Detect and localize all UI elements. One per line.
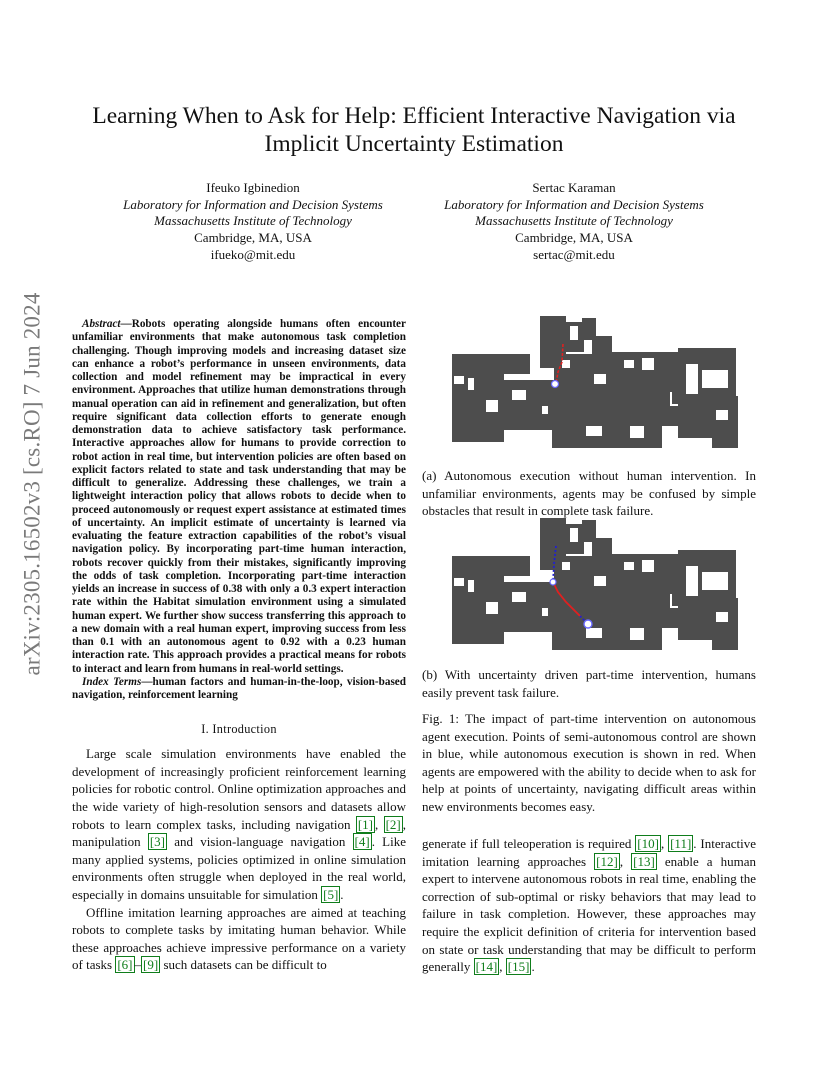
subcaption-a: (a) Autonomous execution without human intervention. In unfamiliar environments, agents may be confused by simple obstacles that result in complete task failure. [422, 468, 756, 518]
right-paragraph: generate if full teleoperation is required [10] , [11] . Interactive imitation learning approaches [12] , [13] enable a human expert to intervene autonomous robots in real time, enabling the correction of sub-optimal or risky behaviors that may lead to failure in task completion. However, these approaches may require the explicit definition of criteria for intervention based on state or task understanding that may be difficult to perform generally [14] , [15] . [422, 836, 757, 975]
citation-link[interactable]: [14] [475, 959, 498, 975]
section-heading: I. Introduction [201, 722, 277, 737]
intro-paragraph-1: Large scale simulation environments have enabled the development of increasingly proficient reinforcement learning policies for robotic control. Online optimization approaches and the wide variety of high-resolution sensors and datasets allow robots to learn complex tasks, including navigation [1] , [2] , manipulation [3] and vision-language navigation [4] . Like many applied systems, policies optimized in online simulation environments often struggle when deployed in the real world, especially in domains unsuitable for simulation [5] . [72, 746, 407, 902]
citation-link[interactable]: [9] [143, 957, 159, 973]
index-terms-text: —human factors and human-in-the-loop, vision-based navigation, reinforcement learning [72, 675, 406, 701]
citation-link[interactable]: [3] [149, 834, 165, 850]
author-affiliation: Laboratory for Information and Decision Systems [444, 196, 704, 212]
citation-link[interactable]: [10] [637, 836, 659, 851]
left-column [72, 318, 406, 974]
abstract-label: Abstract [82, 318, 121, 330]
author-city: Cambridge, MA, USA [515, 230, 633, 246]
abstract-text: —Robots operating alongside humans often encounter unfamiliar environments that make autonomous task completion challenging. Though improving models and increasing dataset size can enhance a robot’s performance in unseen environments, data collection and model refinement may be impractical in every environment. Approaches that utilize human demonstrations through manual operation can aid in refinement and generalization, but often require significant data collection efforts to generate enough demonstration data to achieve satisfactory task performance. Interactive approaches allow for humans to provide correction to robot action in real time, but intervention policies are often based on explicit factors related to state and task understanding that may be difficult to generalize. Addressing these challenges, we train a lightweight interaction policy that allows robots to decide when to proceed autonomously or request expert assistance at estimated times of uncertainty. An implicit estimate of uncertainty is learned via evaluating the feature extraction capabilities of the robot’s visual navigation policy. By incorporating part-time human interaction, robots recover quickly from their mistakes, significantly improving the odds of task completion. Incorporating part-time interaction yields an increase in success of 0.38 with only a 0.3 expert interaction rate within the Habitat simulation environment using a simulated human expert. We further show success transferring this approach to a new domain with a real human expert, improving success from less than 0.1 with an autonomous agent to 0.92 with a 0.23 human interaction rate. This approach provides a practical means for robots to interact and learn from humans in real-world settings. [72, 318, 406, 675]
author-city: Cambridge, MA, USA [194, 230, 312, 246]
author-block-1 [88, 180, 418, 264]
index-terms [72, 676, 406, 703]
author-institution: Massachusetts Institute of Technology [475, 213, 673, 229]
citation-link[interactable]: [12] [596, 853, 618, 869]
index-terms-label: Index Terms [82, 675, 142, 688]
subcaption-b: (b) With uncertainty driven part-time intervention, humans easily prevent task failure. [422, 667, 756, 700]
arxiv-stamp: arXiv:2305.16502v3 [cs.RO] 7 Jun 2024 [20, 292, 46, 676]
floor-plan-b [446, 516, 742, 654]
citation-link[interactable]: [11] [670, 836, 692, 851]
author-block-2 [409, 180, 739, 264]
figure-1a-map [446, 314, 742, 452]
intro-paragraph-2: Offline imitation learning approaches are aimed at teaching robots to complete tasks by imitating human behavior. While these approaches achieve impressive performance on a variety of tasks [6] – [9] such datasets can be difficult to [72, 904, 406, 973]
author-institution: Massachusetts Institute of Technology [154, 213, 352, 229]
citation-link[interactable]: [15] [507, 959, 530, 975]
abstract [72, 318, 406, 676]
figure-1-caption: Fig. 1: The impact of part-time intervention on autonomous agent execution. Points of semi-autonomous control are shown in blue, while autonomous execution is shown in red. When agents are empowered with the ability to decide when to ask for help at points of uncertainty, navigating difficult areas within new environments becomes easy. [422, 711, 756, 814]
citation-link[interactable]: [6] [117, 957, 133, 973]
citation-link[interactable]: [4] [354, 834, 370, 850]
author-email[interactable]: sertac@mit.edu [533, 246, 615, 262]
author-email[interactable]: ifueko@mit.edu [210, 246, 296, 262]
floor-plan-a [446, 314, 742, 452]
author-affiliation: Laboratory for Information and Decision Systems [123, 196, 383, 212]
paper-title: Learning When to Ask for Help: Efficient Interactive Navigation via Implicit Uncertainty Estimation [92, 103, 736, 157]
author-name: Sertac Karaman [532, 180, 616, 195]
citation-link[interactable]: [5] [323, 887, 339, 902]
citation-link[interactable]: [13] [633, 853, 655, 869]
author-name: Ifeuko Igbinedion [206, 180, 300, 195]
citation-link[interactable]: [2] [385, 816, 401, 832]
figure-1b-map [446, 516, 742, 654]
citation-link[interactable]: [1] [357, 816, 374, 832]
right-column-text [422, 835, 756, 976]
